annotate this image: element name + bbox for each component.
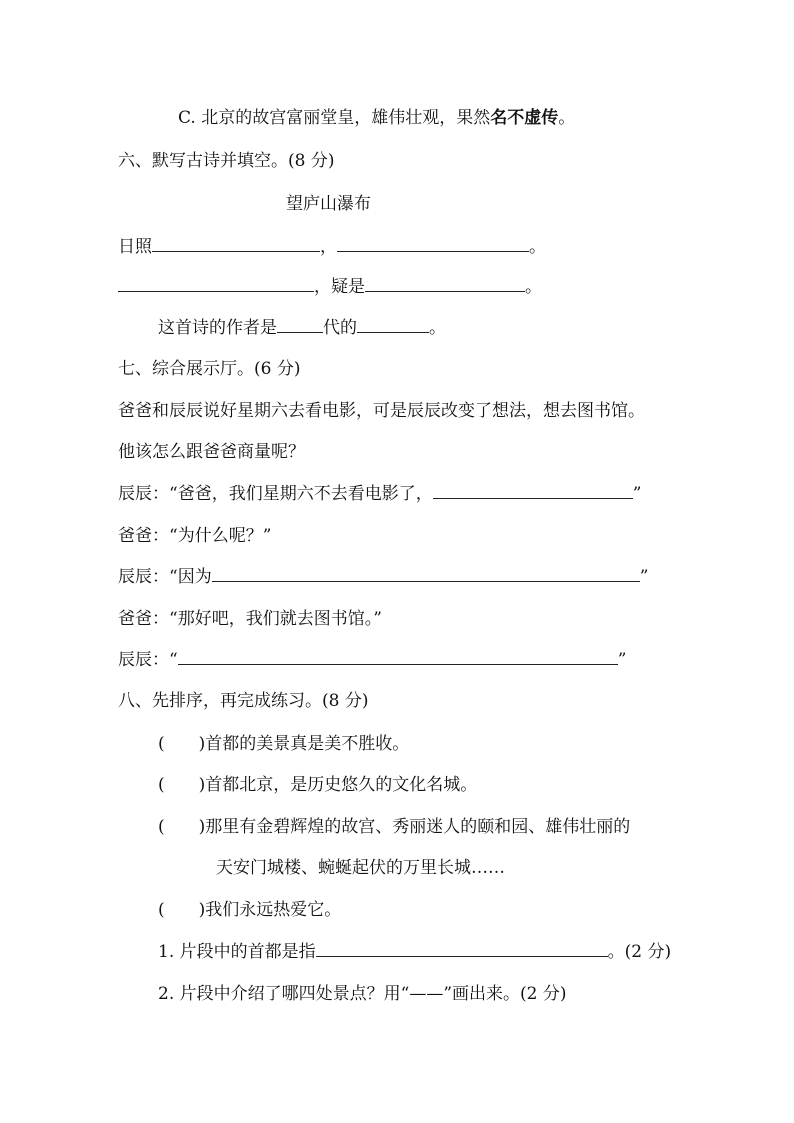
dialogue-2: 爸爸：“为什么呢？” [118,526,272,546]
sentence-2 [158,774,477,796]
poem-title: 望庐山瀑布 [286,194,371,214]
poem-blank-2[interactable] [337,236,529,252]
dialogue-5-quote: ” [617,650,627,670]
question-1-points: 。(2 分) [607,942,672,962]
sentence-1 [158,733,409,755]
dialogue-5 [118,649,626,671]
author-end: 。 [429,318,446,338]
sentence-4-text: 我们永远热爱它。 [205,900,342,920]
dialogue-1-blank[interactable] [433,483,633,499]
sentence-4 [158,899,341,921]
poem-period-1: 。 [529,237,546,257]
sentence-1-text: 首都的美景真是美不胜收。 [205,734,410,754]
poem-comma: ， [320,237,337,257]
author-mid: 代的 [323,318,357,338]
sentence-3-continued: 天安门城楼、蜿蜒起伏的万里长城…… [216,858,505,878]
sentence-3 [158,816,630,838]
poem-author-line [158,317,446,339]
dialogue-5-text: 辰辰：“ [118,650,178,670]
dialogue-3-text: 辰辰：“因为 [118,567,212,587]
dynasty-blank[interactable] [277,317,323,333]
section7-heading: 七、综合展示厅。(6 分) [118,359,301,379]
sentence-2-text: 首都北京，是历史悠久的文化名城。 [205,775,478,795]
dialogue-4: 爸爸：“那好吧，我们就去图书馆。” [118,609,382,629]
author-label: 这首诗的作者是 [158,318,277,338]
dialogue-1 [118,483,641,505]
sentence-3-text: 那里有金碧辉煌的故宫、秀丽迷人的颐和园、雄伟壮丽的 [205,817,631,837]
order-paren-4[interactable]: ( ) [158,900,206,920]
dialogue-3-blank[interactable] [212,566,640,582]
question-1-blank[interactable] [316,941,608,957]
poem-line1-start: 日照 [118,237,152,257]
poem-line-1 [118,236,546,258]
order-paren-3[interactable]: ( ) [158,817,206,837]
order-paren-2[interactable]: ( ) [158,775,206,795]
option-c-end: 。 [558,108,576,128]
section7-intro-2: 他该怎么跟爸爸商量呢？ [118,442,305,462]
question-1-text: 1. 片段中的首都是指 [158,942,316,962]
section8-heading: 八、先排序，再完成练习。(8 分) [118,691,369,711]
option-c-text: C. 北京的故宫富丽堂皇，雄伟壮观，果然 [178,108,491,128]
section6-heading: 六、默写古诗并填空。(8 分) [118,151,335,171]
poem-line2-mid: ，疑是 [314,277,365,297]
dialogue-3-quote: ” [639,567,649,587]
section7-intro-1: 爸爸和辰辰说好星期六去看电影，可是辰辰改变了想法，想去图书馆。 [118,401,645,421]
question-1 [158,941,671,963]
option-c [178,107,575,129]
option-c-bold-idiom: 名不虚传 [490,108,559,128]
author-blank[interactable] [357,317,429,333]
poem-line-2 [118,276,542,298]
dialogue-1-text: 辰辰：“爸爸，我们星期六不去看电影了， [118,484,433,504]
dialogue-3 [118,566,648,588]
poem-blank-3[interactable] [118,276,314,292]
question-2: 2. 片段中介绍了哪四处景点？用“——”画出来。(2 分) [158,984,567,1004]
order-paren-1[interactable]: ( ) [158,734,206,754]
dialogue-1-quote: ” [632,484,642,504]
poem-blank-1[interactable] [152,236,320,252]
dialogue-5-blank[interactable] [178,649,618,665]
poem-blank-4[interactable] [365,276,525,292]
poem-period-2: 。 [525,277,542,297]
